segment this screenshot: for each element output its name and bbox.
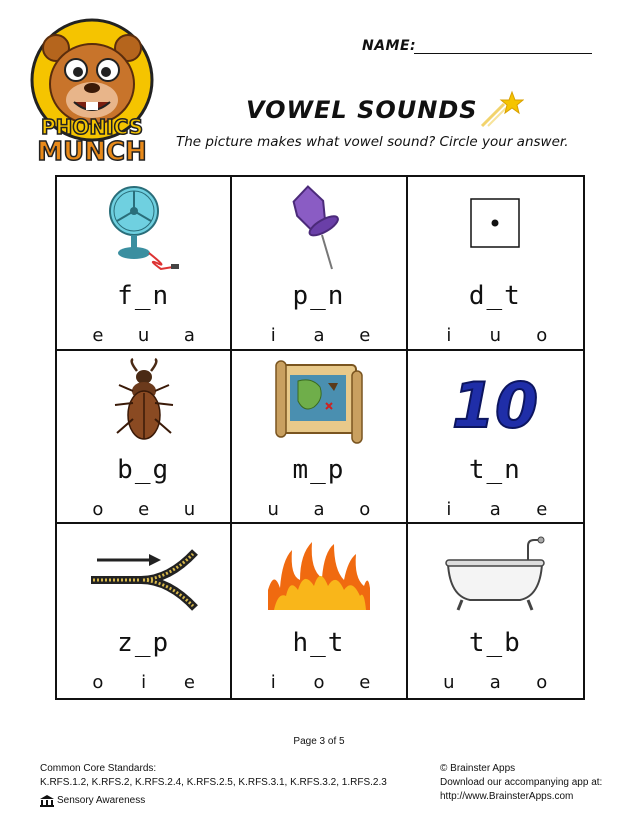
name-line[interactable] [414,53,592,54]
sensory-label: Sensory Awareness [57,795,146,806]
vowel-choice[interactable]: u [267,498,279,520]
logo-line2: MUNCH [37,137,147,167]
die-icon [440,183,550,273]
pushpin-icon [264,183,374,273]
vowel-choices [408,672,583,693]
vowel-choice[interactable]: u [137,325,150,346]
cell-dot [408,177,583,351]
fan-icon [89,183,199,273]
name-field[interactable] [362,38,592,58]
word-blank: f_n [117,281,171,311]
page-number: Page 3 of 5 [293,736,345,747]
vowel-choice[interactable]: a [313,325,325,346]
copyright: © Brainster Apps [440,763,516,774]
cell-pin [232,177,407,351]
fire-icon [254,530,384,620]
vowel-choice[interactable]: o [92,498,104,520]
name-label: NAME: [362,38,417,54]
word-blank: h_t [292,628,346,659]
vowel-choice[interactable]: o [536,325,548,346]
vowel-choice[interactable]: i [270,672,276,694]
vowel-choice[interactable]: a [489,498,501,520]
cell-map [232,351,407,525]
vowel-choice[interactable]: u [443,672,455,694]
vowel-choices [408,325,583,346]
vowel-choice[interactable]: o [313,672,325,694]
cell-bug [57,351,232,525]
vowel-choice[interactable]: e [536,498,548,520]
word-blank: p_n [292,281,346,311]
vowel-choice[interactable]: u [183,498,196,520]
cell-ten [408,351,583,525]
vowel-choice[interactable]: a [489,672,501,694]
instructions: The picture makes what vowel sound? Circle your answer. [176,134,569,150]
word-blank: t_b [468,628,522,659]
vowel-choice[interactable]: u [489,325,502,346]
word-blank: d_t [468,281,522,311]
vowel-choice[interactable]: o [359,498,371,520]
download-text: Download our accompanying app at: [440,777,603,788]
vowel-choice[interactable]: o [92,672,104,694]
vowel-choice[interactable]: i [270,325,276,346]
vowel-choice[interactable]: e [92,325,104,346]
zipper-icon [69,530,219,620]
treasure-map-icon [264,357,374,447]
bug-icon [89,357,199,447]
vowel-choices [408,499,583,520]
vowel-choices [57,325,230,346]
vowel-choices [232,325,405,346]
bathtub-icon [440,530,550,620]
cell-fire [232,524,407,698]
word-blank: z_p [117,628,171,659]
vowel-grid [55,175,585,700]
ten-numeral: 10 [452,368,539,442]
website-link[interactable]: http://www.BrainsterApps.com [440,791,574,802]
sensory-awareness [40,794,387,808]
vowel-choices [232,672,405,693]
vowel-choices [57,672,230,693]
building-icon [40,795,54,807]
vowel-choice[interactable]: a [313,498,325,520]
word-blank: t_n [468,454,522,485]
vowel-choice[interactable]: o [536,672,548,694]
vowel-choice[interactable]: a [183,325,195,346]
cell-tub [408,524,583,698]
footer-standards [40,762,387,808]
logo-line1: PHONICS [40,115,144,139]
word-blank: b_g [117,454,171,485]
vowel-choice[interactable]: e [359,672,371,694]
vowel-choice[interactable]: i [446,498,452,520]
vowel-choice[interactable]: e [138,498,150,520]
vowel-choice[interactable]: i [446,325,452,346]
number-ten-icon [440,357,550,447]
vowel-choices [57,499,230,520]
standards-label: Common Core Standards: [40,763,157,774]
footer-credits [440,762,602,804]
page-title: VOWEL SOUNDS [246,96,478,124]
vowel-choice[interactable]: e [359,325,371,346]
vowel-choices [232,499,405,520]
vowel-choice[interactable]: e [183,672,195,694]
cell-fan [57,177,232,351]
phonics-munch-logo [26,18,158,168]
shooting-star-icon [478,88,524,128]
standards-list: K.RFS.1.2, K.RFS.2, K.RFS.2.4, K.RFS.2.5, K.RFS.3.1, K.RFS.3.2, 1.RFS.2.3 [40,777,387,788]
cell-zipper [57,524,232,698]
word-blank: m_p [292,454,346,485]
vowel-choice[interactable]: i [141,672,147,694]
